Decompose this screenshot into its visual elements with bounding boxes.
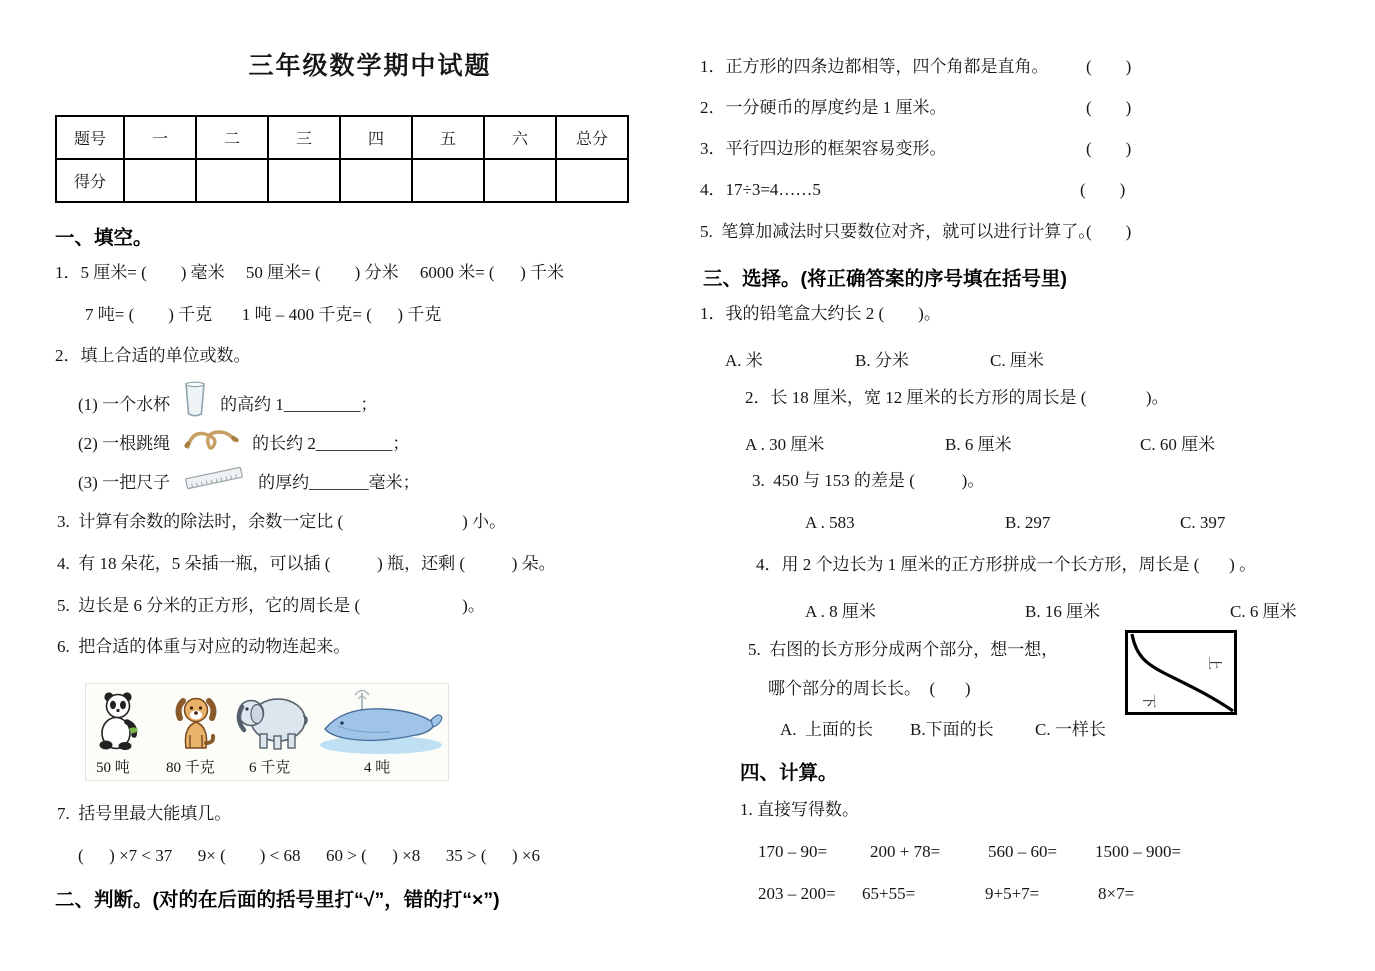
- fill-q6: 6. 把合适的体重与对应的动物连起来。: [57, 637, 351, 656]
- elephant-image: [236, 688, 308, 757]
- jump-rope-image: [182, 423, 240, 460]
- dog-image: [174, 695, 218, 756]
- choice-q3: 3. 450 与 153 的差是 ( )。: [752, 471, 985, 490]
- score-table-header-row: [56, 116, 628, 159]
- judge-paren-4: ( ): [1080, 180, 1126, 199]
- fill-q4: 4. 有 18 朵花，5 朵插一瓶，可以插 ( ) 瓶，还剩 ( ) 朵。: [57, 554, 556, 573]
- fill-q2-item2: [78, 423, 409, 460]
- fill-q1-line1: 1．5 厘米= ( ) 毫米 50 厘米= ( ) 分米 6000 米= ( ) 千米: [55, 263, 564, 282]
- judge-item-1: 1．正方形的四条边都相等，四个角都是直角。: [700, 57, 1049, 76]
- judge-paren-3: ( ): [1086, 139, 1132, 158]
- judge-item-5: 5. 笔算加减法时只要数位对齐，就可以进行计算了。: [700, 222, 1096, 241]
- score-cell: [556, 159, 628, 202]
- section-1-heading: 一、填空。: [55, 227, 153, 249]
- score-cell: [412, 159, 484, 202]
- choice-q1-option-c: C. 厘米: [990, 351, 1044, 370]
- choice-q2-option-c: C. 60 厘米: [1140, 435, 1216, 454]
- choice-q3-option-b: B. 297: [1005, 513, 1051, 532]
- fill-q2-item1-prefix: (1) 一个水杯: [78, 395, 171, 414]
- choice-q4-option-b: B. 16 厘米: [1025, 602, 1101, 621]
- score-table-col: 总分: [556, 116, 628, 159]
- choice-q5-line2: 哪个部分的周长长。 ( ): [768, 679, 971, 698]
- fill-q2-item3-prefix: (3) 一把尺子: [78, 473, 171, 492]
- calc-expression: 1500 – 900=: [1095, 842, 1182, 861]
- calc-expression: 200 + 78=: [870, 842, 941, 861]
- choice-q5-line1: 5. 右图的长方形分成两个部分，想一想，: [748, 640, 1059, 659]
- judge-item-3: 3．平行四边形的框架容易变形。: [700, 139, 947, 158]
- score-cell: [340, 159, 412, 202]
- fill-q5: 5. 边长是 6 分米的正方形，它的周长是 ( )。: [57, 596, 485, 615]
- figure-bottom-label: 下: [1140, 694, 1155, 708]
- judge-item-4: 4．17÷3=4……5: [700, 180, 821, 199]
- score-cell: [124, 159, 196, 202]
- divided-rectangle-figure: [1125, 630, 1237, 715]
- choice-q1: 1．我的铅笔盒大约长 2 ( )。: [700, 304, 941, 323]
- judge-paren-2: ( ): [1086, 98, 1132, 117]
- fill-q2-item1-suffix: 的高约 1_________；: [220, 395, 378, 414]
- fill-q2-item1: [78, 381, 377, 424]
- choice-q5-option-c: C. 一样长: [1035, 720, 1106, 739]
- judge-paren-5: ( ): [1086, 222, 1132, 241]
- score-cell: [268, 159, 340, 202]
- weight-label: 80 千克: [166, 760, 215, 776]
- calc-expression: 9+5+7=: [985, 884, 1040, 903]
- choice-q2: 2．长 18 厘米，宽 12 厘米的长方形的周长是 ( )。: [745, 388, 1169, 407]
- fill-q1-line2: 7 吨= ( ) 千克 1 吨 – 400 千克= ( ) 千克: [85, 305, 442, 324]
- weight-label: 50 吨: [96, 760, 130, 776]
- choice-q2-option-b: B. 6 厘米: [945, 435, 1012, 454]
- choice-q3-option-c: C. 397: [1180, 513, 1226, 532]
- weight-label: 4 吨: [364, 760, 391, 776]
- score-cell: [196, 159, 268, 202]
- cup-image: [182, 381, 208, 424]
- score-label-cell: 得分: [56, 159, 124, 202]
- choice-q5-option-b: B.下面的长: [910, 720, 994, 739]
- score-table-col: 六: [484, 116, 556, 159]
- score-table-col: 五: [412, 116, 484, 159]
- section-3-heading: 三、选择。(将正确答案的序号填在括号里): [703, 268, 1067, 290]
- section-4-heading: 四、计算。: [740, 762, 838, 784]
- score-cell: [484, 159, 556, 202]
- score-table-col: 二: [196, 116, 268, 159]
- fill-q3: 3. 计算有余数的除法时，余数一定比 ( ) 小。: [57, 512, 507, 531]
- fill-q2: 2．填上合适的单位或数。: [55, 346, 251, 365]
- score-table-col: 四: [340, 116, 412, 159]
- score-table-corner: 题号: [56, 116, 124, 159]
- panda-image: [96, 690, 142, 757]
- ruler-image: [182, 466, 246, 495]
- score-table-score-row: [56, 159, 628, 202]
- fill-q2-item2-prefix: (2) 一根跳绳: [78, 434, 171, 453]
- choice-q1-option-b: B. 分米: [855, 351, 909, 370]
- judge-item-2: 2．一分硬币的厚度约是 1 厘米。: [700, 98, 947, 117]
- fill-q2-item2-suffix: 的长约 2_________；: [252, 434, 410, 453]
- figure-top-label: 上: [1206, 656, 1221, 670]
- calc-subheading: 1. 直接写得数。: [740, 800, 859, 819]
- calc-expression: 65+55=: [862, 884, 916, 903]
- choice-q3-option-a: A . 583: [805, 513, 855, 532]
- score-table: [55, 115, 629, 203]
- fill-q7: 7. 括号里最大能填几。: [57, 804, 232, 823]
- choice-q4-option-a: A . 8 厘米: [805, 602, 876, 621]
- calc-expression: 203 – 200=: [758, 884, 836, 903]
- score-table-col: 一: [124, 116, 196, 159]
- calc-expression: 170 – 90=: [758, 842, 828, 861]
- choice-q4: 4．用 2 个边长为 1 厘米的正方形拼成一个长方形，周长是 ( ) 。: [756, 555, 1257, 574]
- fill-q2-item3: [78, 466, 420, 495]
- choice-q1-option-a: A. 米: [725, 351, 763, 370]
- section-2-heading: 二、判断。(对的在后面的括号里打“√”，错的打“×”): [55, 889, 500, 911]
- weight-label: 6 千克: [249, 760, 291, 776]
- choice-q5-option-a: A. 上面的长: [780, 720, 874, 739]
- whale-image: [318, 686, 444, 761]
- animals-panel: [85, 683, 449, 781]
- calc-expression: 8×7=: [1098, 884, 1135, 903]
- page-title: 三年级数学期中试题: [248, 53, 492, 80]
- fill-q2-item3-suffix: 的厚约_______毫米；: [258, 473, 420, 492]
- choice-q2-option-a: A . 30 厘米: [745, 435, 825, 454]
- choice-q4-option-c: C. 6 厘米: [1230, 602, 1297, 621]
- score-table-col: 三: [268, 116, 340, 159]
- judge-paren-1: ( ): [1086, 57, 1132, 76]
- fill-q7-equations: ( ) ×7 < 37 9× ( ) < 68 60 > ( ) ×8 35 > ( ) ×6: [78, 846, 540, 865]
- calc-expression: 560 – 60=: [988, 842, 1058, 861]
